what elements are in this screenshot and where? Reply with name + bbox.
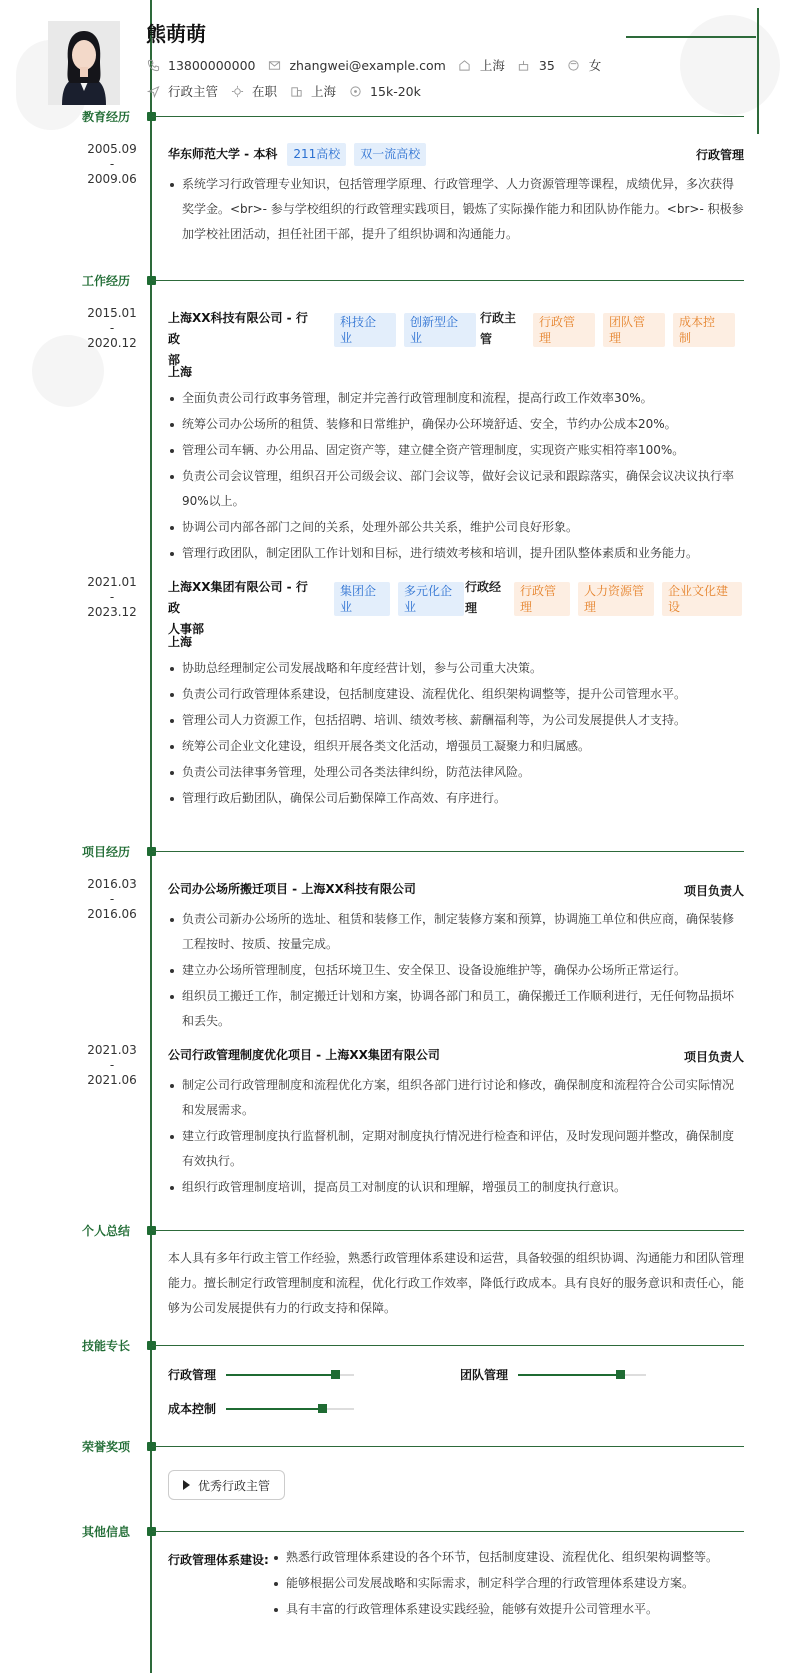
skill-bar-fill xyxy=(226,1374,335,1376)
list-item: 建立办公场所管理制度，包括环境卫生、安全保卫、设备设施维护等，确保办公场所正常运行。 xyxy=(168,958,744,983)
section-title-education: 教育经历 xyxy=(82,110,131,124)
list-item: 负责公司行政管理体系建设，包括制度建设、流程优化、组织架构调整等，提升公司管理水平。 xyxy=(168,682,744,707)
list-item: 统筹公司企业文化建设，组织开展各类文化活动，增强员工凝聚力和归属感。 xyxy=(168,734,744,759)
list-item: 负责公司法律事务管理，处理公司各类法律纠纷，防范法律风险。 xyxy=(168,760,744,785)
other-label: 行政管理体系建设: xyxy=(168,1553,269,1567)
gender-icon xyxy=(567,58,581,72)
section-title-other: 其他信息 xyxy=(82,1525,131,1539)
work-company: 上海XX集团有限公司 - 行政 人事部 xyxy=(168,580,308,636)
job-title-item xyxy=(146,82,218,100)
edu-tag: 211高校 xyxy=(287,143,346,166)
other-bullets xyxy=(272,1545,744,1623)
phone-icon xyxy=(146,58,160,72)
decorative-circle xyxy=(680,15,780,115)
list-item: 统筹公司办公场所的租赁、装修和日常维护，确保办公环境舒适、安全，节约办公成本20%。 xyxy=(168,412,744,437)
candidate-name: 熊萌萌 xyxy=(146,22,206,46)
list-item: 熟悉行政管理体系建设的各个环节，包括制度建设、流程优化、组织架构调整等。 xyxy=(272,1545,744,1570)
list-item: 负责公司会议管理，组织召开公司级会议、部门会议等，做好会议记录和跟踪落实，确保会议决议执行率90%以上。 xyxy=(168,464,744,514)
status-item xyxy=(230,82,277,100)
company-tag: 科技企 业 xyxy=(334,313,396,347)
email-item xyxy=(267,58,445,73)
skill-tag: 成本控 制 xyxy=(673,313,735,347)
skill-tag: 企业文化建 设 xyxy=(662,582,742,616)
skill-item xyxy=(168,1366,354,1383)
section-divider xyxy=(152,1230,744,1231)
edu-tag: 双一流高校 xyxy=(354,143,426,166)
city-text: 上海 xyxy=(479,58,505,73)
award-label: 优秀行政主管 xyxy=(198,1478,271,1493)
gender-item xyxy=(567,56,602,74)
project-title: 公司行政管理制度优化项目 - 上海XX集团有限公司 xyxy=(168,1048,440,1062)
skill-name: 行政管理 xyxy=(168,1368,217,1382)
play-icon xyxy=(183,1480,190,1490)
company-tag: 集团企 业 xyxy=(334,582,390,616)
project-bullets xyxy=(168,907,744,1035)
work-bullets xyxy=(168,386,744,567)
skill-bar-knob xyxy=(331,1370,340,1379)
list-item: 负责公司新办公场所的选址、租赁和装修工作，制定装修方案和预算，协调施工单位和供应商，确保装修工程按时、按质、按量完成。 xyxy=(168,907,744,957)
list-item: 管理行政后勤团队，确保公司后勤保障工作高效、有序进行。 xyxy=(168,786,744,811)
target-city-text: 上海 xyxy=(311,84,337,99)
job-row xyxy=(146,82,433,100)
skill-bar xyxy=(518,1374,646,1376)
list-item: 系统学习行政管理专业知识，包括管理学原理、行政管理学、人力资源管理等课程，成绩优异，多次获得奖学金。<br>- 参与学校组织的行政管理实践项目，锻炼了实际操作能力和团队协作能力。<br>- 积极参加学校社团活动，担任社团干部，提升了组织协调和沟通能力。 xyxy=(168,172,744,247)
company-tag: 创新型企 业 xyxy=(404,313,476,347)
timeline-spine xyxy=(150,0,152,1673)
target-city-item xyxy=(289,82,336,100)
work-location: 上海 xyxy=(168,635,193,649)
list-item: 组织行政管理制度培训，提高员工对制度的认识和理解，增强员工的制度执行意识。 xyxy=(168,1175,744,1200)
list-item: 管理行政团队，制定团队工作计划和目标，进行绩效考核和培训，提升团队整体素质和业务能力。 xyxy=(168,541,744,566)
project-role: 项目负责人 xyxy=(683,884,744,898)
top-right-horizontal-line xyxy=(626,36,756,38)
section-title-work: 工作经历 xyxy=(82,274,131,288)
section-title-awards: 荣誉奖项 xyxy=(82,1440,131,1454)
edu-date: 2005.09 - 2009.06 xyxy=(87,142,137,186)
section-divider xyxy=(152,1446,744,1447)
list-item: 具有丰富的行政管理体系建设实践经验，能够有效提升公司管理水平。 xyxy=(272,1597,744,1622)
salary-item xyxy=(348,84,421,99)
salary-text: 15k-20k xyxy=(370,83,421,99)
phone-text: 13800000000 xyxy=(168,57,256,73)
location-icon xyxy=(458,58,472,72)
status-text: 在职 xyxy=(252,84,278,99)
edu-desc xyxy=(168,172,744,248)
project-bullets xyxy=(168,1073,744,1201)
list-item: 能够根据公司发展战略和实际需求，制定科学合理的行政管理体系建设方案。 xyxy=(272,1571,744,1596)
top-right-vertical-line xyxy=(757,8,759,134)
list-item: 协助总经理制定公司发展战略和年度经营计划，参与公司重大决策。 xyxy=(168,656,744,681)
skill-bar-knob xyxy=(616,1370,625,1379)
edu-school: 华东师范大学 - 本科 211高校 双一流高校 xyxy=(168,143,426,166)
section-title-projects: 项目经历 xyxy=(82,845,131,859)
skill-item xyxy=(460,1366,646,1383)
contact-row xyxy=(146,56,613,74)
job-icon xyxy=(146,84,160,98)
skill-item xyxy=(168,1400,354,1417)
work-location: 上海 xyxy=(168,365,193,379)
project-role: 项目负责人 xyxy=(683,1050,744,1064)
work-date: 2015.01 - 2020.12 xyxy=(87,306,137,350)
section-divider xyxy=(152,851,744,852)
email-text: zhangwei@example.com xyxy=(289,57,446,73)
skill-bar-fill xyxy=(226,1408,322,1410)
section-divider xyxy=(152,116,744,117)
work-bullets xyxy=(168,656,744,812)
list-item: 建立行政管理制度执行监督机制，定期对制度执行情况进行检查和评估，及时发现问题并整改，确保制度有效执行。 xyxy=(168,1124,744,1174)
list-item: 组织员工搬迁工作，制定搬迁计划和方案，协调各部门和员工，确保搬迁工作顺利进行，无任何物品损坏和丢失。 xyxy=(168,984,744,1034)
work-company: 上海XX科技有限公司 - 行政 部 xyxy=(168,311,308,367)
skill-bar-knob xyxy=(318,1404,327,1413)
section-title-skills: 技能专长 xyxy=(82,1339,131,1353)
project-title: 公司办公场所搬迁项目 - 上海XX科技有限公司 xyxy=(168,882,416,896)
edu-major: 行政管理 xyxy=(695,148,744,162)
list-item: 协调公司内部各部门之间的关系，处理外部公共关系，维护公司良好形象。 xyxy=(168,515,744,540)
section-divider xyxy=(152,1345,744,1346)
mail-icon xyxy=(267,58,281,72)
salary-icon xyxy=(348,84,362,98)
job-title-text: 行政主管 xyxy=(168,84,219,99)
skill-tag: 团队管 理 xyxy=(603,313,665,347)
award-chip[interactable] xyxy=(168,1470,285,1500)
skill-tag: 行政管 理 xyxy=(514,582,570,616)
list-item: 制定公司行政管理制度和流程优化方案，组织各部门进行讨论和修改，确保制度和流程符合公司实际情况和发展需求。 xyxy=(168,1073,744,1123)
skill-tag: 行政管 理 xyxy=(533,313,595,347)
section-title-summary: 个人总结 xyxy=(82,1224,131,1238)
avatar xyxy=(48,21,120,105)
status-icon xyxy=(230,84,244,98)
skill-tag: 人力资源管 理 xyxy=(578,582,654,616)
skill-bar xyxy=(226,1374,354,1376)
section-divider xyxy=(152,1531,744,1532)
skill-name: 团队管理 xyxy=(460,1368,509,1382)
skill-name: 成本控制 xyxy=(168,1402,217,1416)
work-role: 行政主 管 xyxy=(480,311,517,346)
age-text: 35 xyxy=(538,57,555,73)
company-tag: 多元化企 业 xyxy=(398,582,464,616)
skill-bar xyxy=(226,1408,354,1410)
list-item: 管理公司车辆、办公用品、固定资产等，建立健全资产管理制度，实现资产账实相符率100%。 xyxy=(168,438,744,463)
phone-item xyxy=(146,58,255,73)
list-item: 全面负责公司行政事务管理，制定并完善行政管理制度和流程，提高行政工作效率30%。 xyxy=(168,386,744,411)
section-divider xyxy=(152,280,744,281)
work-date: 2021.01 - 2023.12 xyxy=(87,575,137,619)
age-icon xyxy=(517,58,531,72)
work-role: 行政经 理 xyxy=(465,580,502,615)
list-item: 管理公司人力资源工作，包括招聘、培训、绩效考核、薪酬福利等，为公司发展提供人才支持。 xyxy=(168,708,744,733)
city-item xyxy=(458,56,505,74)
age-item xyxy=(517,58,555,73)
project-date: 2021.03 - 2021.06 xyxy=(87,1043,137,1087)
city-icon xyxy=(289,84,303,98)
gender-text: 女 xyxy=(588,58,602,73)
skill-bar-fill xyxy=(518,1374,620,1376)
summary-text: 本人具有多年行政主管工作经验，熟悉行政管理体系建设和运营，具备较强的组织协调、沟通能力和团队管理能力。擅长制定行政管理制度和流程，优化行政工作效率，降低行政成本。具有良好的服务意识和责任心，能够为公司发展提供有力的行政支持和保障。 xyxy=(168,1251,745,1315)
project-date: 2016.03 - 2016.06 xyxy=(87,877,137,921)
